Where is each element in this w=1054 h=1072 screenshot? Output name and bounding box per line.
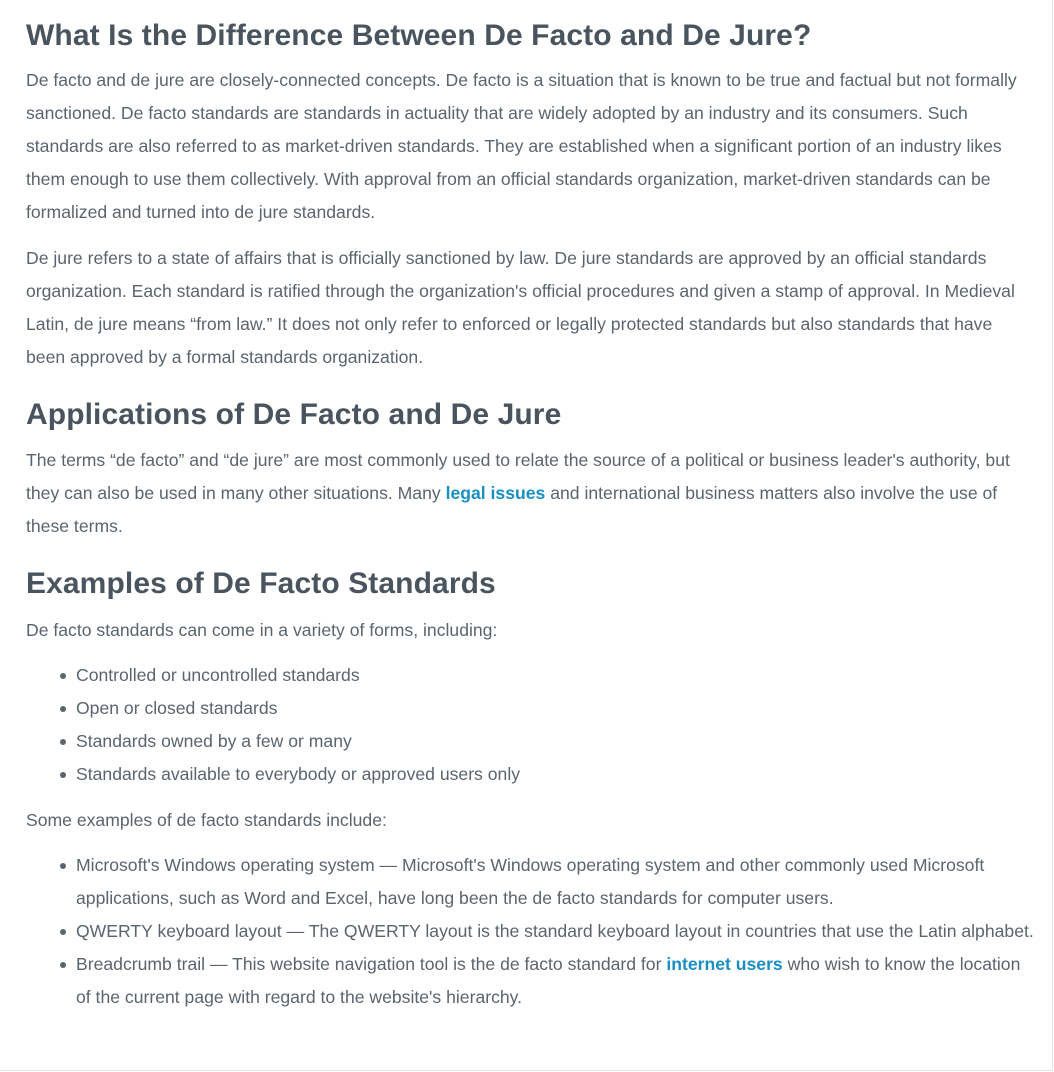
list-item-text: Standards available to everybody or approved users only [76, 764, 521, 784]
section-heading-difference: What Is the Difference Between De Facto and De Jure? [26, 19, 812, 52]
paragraph-text: and international business matters also involve the use of these terms. [26, 483, 998, 536]
list-item-text: Standards owned by a few or many [76, 731, 352, 751]
bullet-icon [60, 772, 66, 778]
paragraph-examples-intro: Some examples of de facto standards include: [26, 810, 387, 830]
bullet-icon [60, 962, 66, 968]
bullet-icon [60, 673, 66, 679]
bullet-icon [60, 706, 66, 712]
paragraph-text: The terms “de facto” and “de jure” are most commonly used to relate the source of a political or business leader's authority, but they can also be used in many other situations. Many [26, 450, 1010, 503]
bullet-icon [60, 739, 66, 745]
list-item [76, 948, 1036, 1014]
list-item [76, 725, 520, 758]
list-item [76, 659, 520, 692]
list-item-text: Breadcrumb trail — This website navigation tool is the de facto standard for [76, 954, 667, 974]
paragraph-applications [26, 444, 1036, 543]
list-item-text: who wish to know the location of the current page with regard to the website's hierarchy. [76, 954, 1021, 1007]
section-heading-examples: Examples of De Facto Standards [26, 567, 496, 600]
bullet-icon [60, 929, 66, 935]
list-item [76, 915, 1036, 948]
list-item [76, 758, 520, 791]
paragraph-de-jure-definition: De jure refers to a state of affairs that is officially sanctioned by law. De jure standards are approved by an official standards organization. Each standard is ratified through the organization's official procedures and given a stamp of approval. In Medieval Latin, de jure means “from law.” It does not only refer to enforced or legally protected standards but also standards that have been approved by a formal standards organization. [26, 248, 1015, 367]
list-item-text: Open or closed standards [76, 698, 278, 718]
list-item [76, 849, 1036, 915]
list-item-text: Controlled or uncontrolled standards [76, 665, 360, 685]
list-item-text: Microsoft's Windows operating system — Microsoft's Windows operating system and other commonly used Microsoft applications, such as Word and Excel, have long been the de facto standards for computer users. [76, 855, 985, 908]
internet-users-link[interactable]: internet users [666, 954, 783, 974]
bullet-icon [60, 863, 66, 869]
section-heading-applications: Applications of De Facto and De Jure [26, 398, 562, 431]
examples-list [26, 849, 1036, 1014]
list-item [76, 692, 520, 725]
paragraph-forms-intro: De facto standards can come in a variety of forms, including: [26, 620, 498, 640]
forms-list [26, 659, 520, 791]
paragraph-de-facto-definition: De facto and de jure are closely-connected concepts. De facto is a situation that is known to be true and factual but not formally sanctioned. De facto standards are standards in actuality that are widely adopted by an industry and its consumers. Such standards are also referred to as market-driven standards. They are established when a significant portion of an industry likes them enough to use them collectively. With approval from an official standards organization, market-driven standards can be formalized and turned into de jure standards. [26, 70, 1017, 222]
list-item-text: QWERTY keyboard layout — The QWERTY layout is the standard keyboard layout in countries that use the Latin alphabet. [76, 921, 1034, 941]
legal-issues-link[interactable]: legal issues [445, 483, 546, 503]
